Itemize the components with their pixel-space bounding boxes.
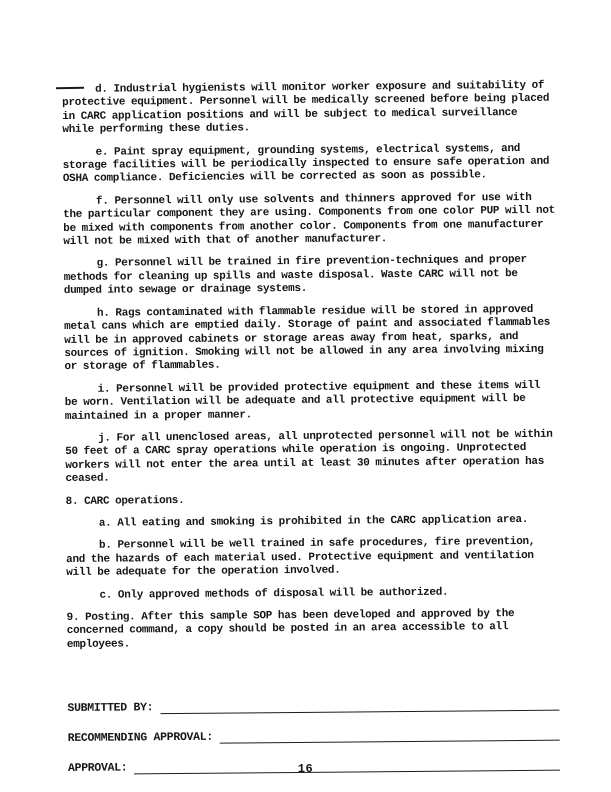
section-9-posting: 9. Posting. After this sample SOP has been developed and approved by the concerned command, a copy should be posted in an area accessible to all employees.	[66, 608, 515, 651]
submitted-by-signature-line	[160, 700, 559, 714]
submitted-by-row	[67, 698, 559, 715]
recommending-approval-signature-line	[220, 730, 560, 744]
recommending-approval-label: RECOMMENDING APPROVAL:	[67, 730, 213, 746]
document-body	[62, 80, 560, 775]
paragraph-f: f. Personnel will only use solvents and thinners approved for use with the particular component they are using. Components from one color PUP will not be mixed with components from another color. Components from one manufacturer will not be mixed with that of another manufacturer.	[63, 191, 555, 249]
paragraph-d: d. Industrial hygienists will monitor worker exposure and suitability of protective equipment. Personnel will be medically screened before being placed in CARC application positions and will be subject to medical surveillance while performing these duties.	[62, 79, 550, 137]
paragraph-i: i. Personnel will be provided protective equipment and these items will be worn. Ventilation will be adequate and all protective equipment will be maintained in a proper manner.	[64, 379, 541, 423]
recommending-approval-row	[68, 728, 560, 745]
paragraph-8c: c. Only approved methods of disposal will be authorized.	[99, 586, 449, 602]
page-number: 16	[297, 762, 314, 776]
paragraph-8a: a. All eating and smoking is prohibited in the CARC application area.	[98, 513, 529, 530]
paragraph-h: h. Rags contaminated with flammable residue will be stored in approved metal cans which are emptied daily. Storage of paint and associated flammables will be in approved cabinets or storage areas away from heat, sparks, and sources of ignition. Smoking will not be allowed in any area involving mixing or storage of flammables.	[64, 303, 551, 374]
paragraph-j: j. For all unenclosed areas, all unprotected personnel will not be within 50 feet of a CARC spray operations while operation is ongoing. Unprotected workers will not enter the area until at least 30 minutes after operation has ceased.	[65, 428, 553, 486]
paragraph-8b: b. Personnel will be well trained in safe procedures, fire prevention, and the hazards of each material used. Protective equipment and ventilation will be adequate for the operation involved.	[66, 536, 536, 580]
paragraph-g: g. Personnel will be trained in fire prevention-techniques and proper methods for cleaning up spills and waste disposal. Waste CARC will not be dumped into sewage or drainage systems.	[63, 254, 527, 298]
submitted-by-label: SUBMITTED BY:	[67, 701, 154, 716]
section-8-heading: 8. CARC operations.	[65, 494, 185, 508]
approval-label: APPROVAL:	[67, 761, 128, 776]
paragraph-e: e. Paint spray equipment, grounding systems, electrical systems, and storage facilities will be periodically inspected to ensure safe operation and OSHA compliance. Deficiencies will be corrected as soon as possible.	[62, 142, 550, 186]
